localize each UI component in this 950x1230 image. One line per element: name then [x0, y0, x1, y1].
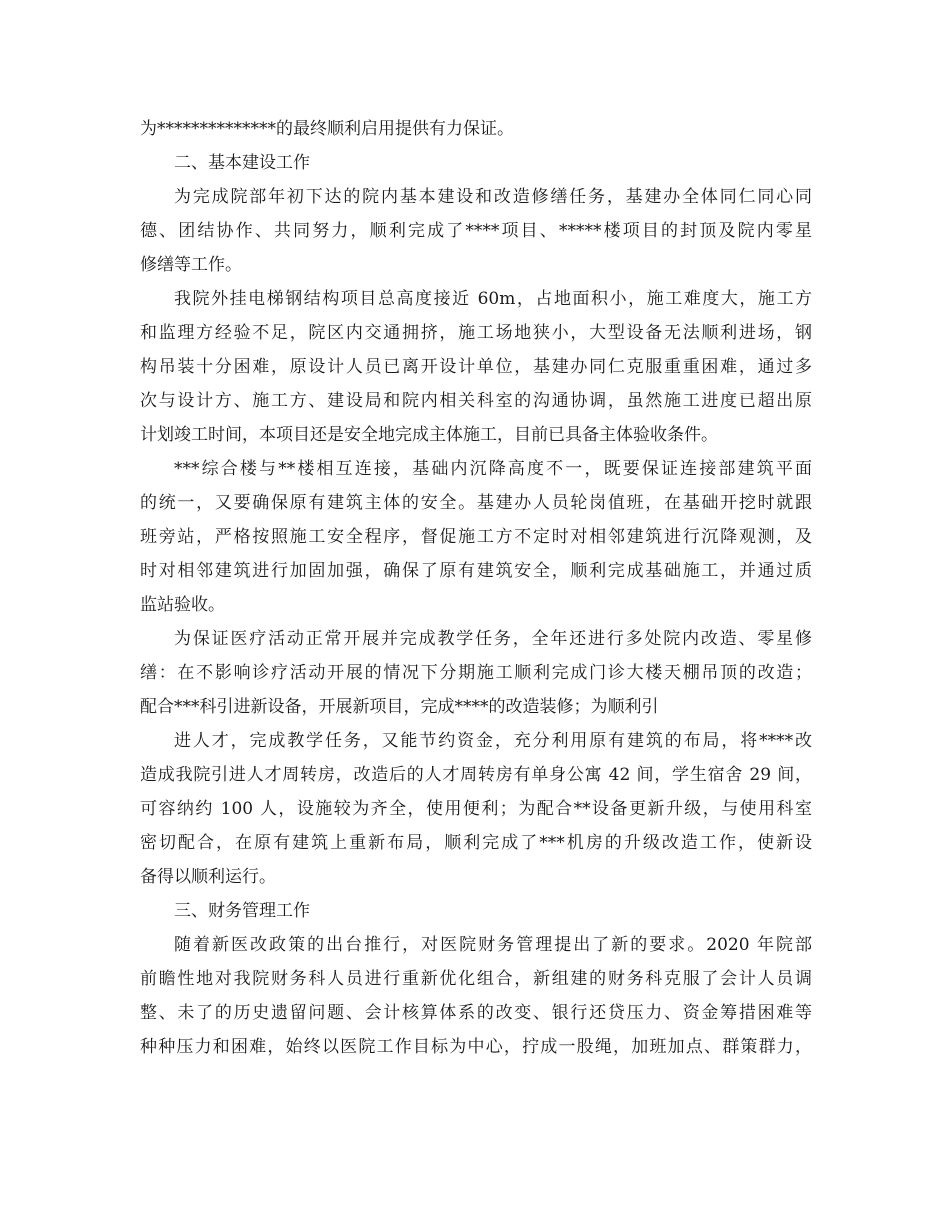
text-line: 和监理方经验不足，院区内交通拥挤，施工场地狭小，大型设备无法顺利进场，钢 [140, 323, 812, 343]
text-line: 监站验收。 [140, 595, 225, 615]
text-line: 可容纳约 100 人，设施较为齐全，使用便利；为配合**设备更新升级，与使用科室 [140, 799, 812, 819]
text-line: 随着新医改政策的出台推行，对医院财务管理提出了新的要求。2020 年院部 [174, 935, 812, 955]
text-line: 配合***科引进新设备，开展新项目，完成****的改造装修；为顺利引 [140, 697, 659, 717]
text-line: 的统一，又要确保原有建筑主体的安全。基建办人员轮岗值班，在基础开挖时就跟 [140, 493, 812, 513]
text-line: 计划竣工时间，本项目还是安全地完成主体施工，目前已具备主体验收条件。 [140, 425, 718, 445]
text-line: 整、未了的历史遗留问题、会计核算体系的改变、银行还贷压力、资金筹措困难等 [140, 1003, 812, 1023]
text-line: 密切配合，在原有建筑上重新布局，顺利完成了***机房的升级改造工作，使新设 [140, 833, 812, 853]
text-line: ***综合楼与**楼相互连接，基础内沉降高度不一，既要保证连接部建筑平面 [174, 459, 812, 479]
text-line: 我院外挂电梯钢结构项目总高度接近 60m，占地面积小，施工难度大，施工方 [174, 289, 812, 309]
text-line: 德、团结协作、共同努力，顺利完成了****项目、*****楼项目的封顶及院内零星 [140, 221, 812, 241]
text-line: 为保证医疗活动正常开展并完成教学任务，全年还进行多处院内改造、零星修 [174, 629, 812, 649]
text-line: 班旁站，严格按照施工安全程序，督促施工方不定时对相邻建筑进行沉降观测，及 [140, 527, 812, 547]
section-heading: 二、基本建设工作 [174, 153, 310, 173]
section-heading: 三、财务管理工作 [174, 901, 310, 921]
text-line: 修缮等工作。 [140, 255, 242, 275]
document-body [140, 112, 812, 1064]
text-line: 进人才，完成教学任务，又能节约资金，充分利用原有建筑的布局，将****改 [174, 731, 812, 751]
text-line: 备得以顺利运行。 [140, 867, 276, 887]
text-line: 种种压力和困难，始终以医院工作目标为中心，拧成一股绳，加班加点、群策群力， [140, 1037, 812, 1057]
text-line: 前瞻性地对我院财务科人员进行重新优化组合，新组建的财务科克服了会计人员调 [140, 969, 812, 989]
text-line: 为**************的最终顺利启用提供有力保证。 [140, 119, 514, 139]
text-line: 造成我院引进人才周转房，改造后的人才周转房有单身公寓 42 间，学生宿舍 29 间， [140, 765, 812, 785]
text-line: 缮：在不影响诊疗活动开展的情况下分期施工顺利完成门诊大楼天棚吊顶的改造； [140, 663, 812, 683]
text-line: 构吊装十分困难，原设计人员已离开设计单位，基建办同仁克服重重困难，通过多 [140, 357, 812, 377]
text-line: 次与设计方、施工方、建设局和院内相关科室的沟通协调，虽然施工进度已超出原 [140, 391, 812, 411]
text-line: 时对相邻建筑进行加固加强，确保了原有建筑安全，顺利完成基础施工，并通过质 [140, 561, 812, 581]
text-line: 为完成院部年初下达的院内基本建设和改造修缮任务，基建办全体同仁同心同 [174, 187, 812, 207]
